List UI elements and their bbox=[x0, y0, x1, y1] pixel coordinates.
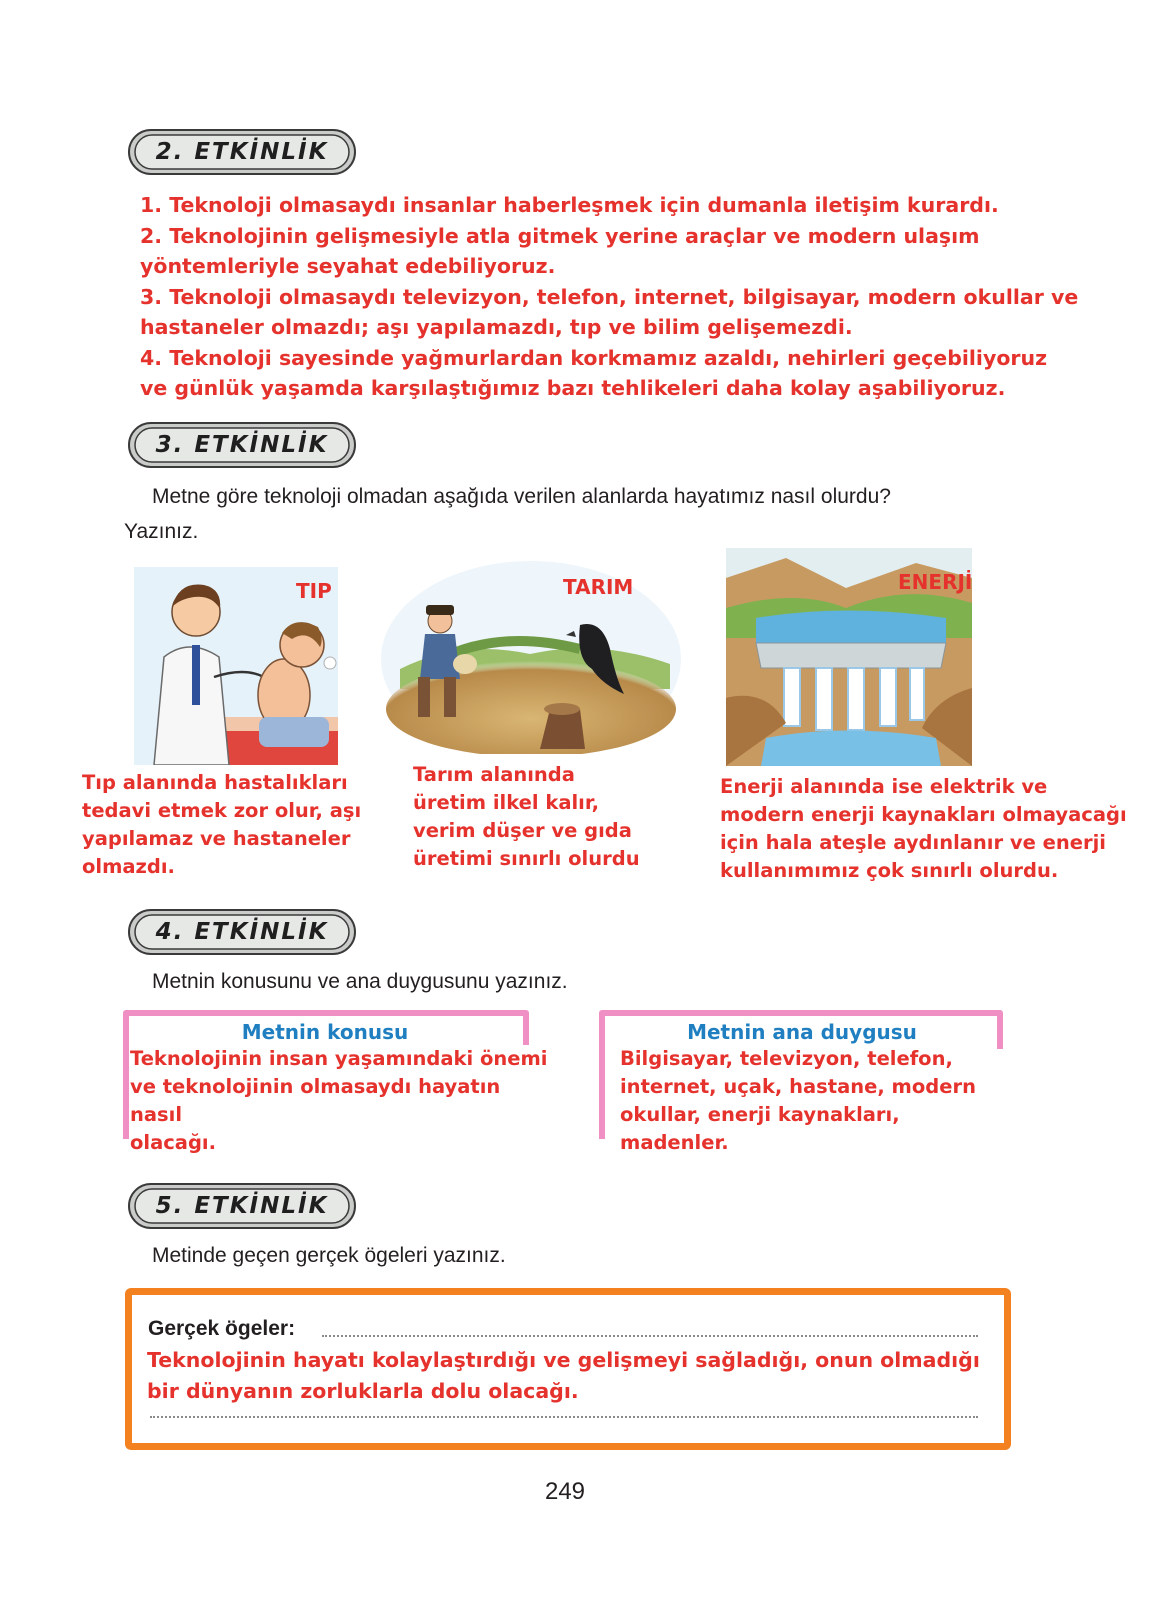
topic-box-text bbox=[130, 1045, 550, 1157]
facts-answer bbox=[147, 1345, 987, 1407]
answer-4: 4. Teknoloji sayesinde yağmurlardan korkmamız azaldı, nehirleri geçebiliyoruz ve günlük yaşamda karşılaştığımız bazı tehlikeleri daha kolay aşabiliyoruz. bbox=[140, 345, 1048, 400]
activity-5-badge bbox=[126, 1180, 358, 1232]
caption-line: Tarım alanında bbox=[413, 763, 575, 786]
image-medicine bbox=[134, 567, 338, 765]
caption-line: için hala ateşle aydınlanır ve enerji bbox=[720, 831, 1106, 854]
topic-line: ve teknolojinin olmasaydı hayatın nasıl bbox=[130, 1075, 501, 1126]
image-label-enerji: ENERJİ bbox=[898, 570, 972, 594]
caption-line: üretimi sınırlı olurdu bbox=[413, 847, 640, 870]
emotion-line: okullar, enerji kaynakları, madenler. bbox=[620, 1103, 900, 1154]
image-label-tip: TIP bbox=[296, 579, 332, 603]
activity-5-instruction: Metinde geçen gerçek ögeleri yazınız. bbox=[152, 1244, 506, 1267]
topic-line: Teknolojinin insan yaşamındaki önemi bbox=[130, 1047, 548, 1070]
facts-line: bir dünyanın zorluklarla dolu olacağı. bbox=[147, 1379, 579, 1403]
dotted-line bbox=[150, 1416, 978, 1418]
image-energy bbox=[726, 548, 972, 766]
answer-2: 2. Teknolojinin gelişmesiyle atla gitmek yerine araçlar ve modern ulaşım yöntemleriyle seyahat edebiliyoruz. bbox=[140, 223, 980, 278]
farmer-sowing-seeds-illustration-icon bbox=[380, 559, 682, 754]
caption-line: olmazdı. bbox=[82, 855, 175, 878]
emotion-line: Bilgisayar, televizyon, telefon, bbox=[620, 1047, 953, 1070]
activity-3-instruction-line2: Yazınız. bbox=[124, 520, 199, 543]
activity-3-badge bbox=[126, 419, 358, 471]
emotion-line: internet, uçak, hastane, modern bbox=[620, 1075, 976, 1098]
image-label-tarim: TARIM bbox=[563, 575, 634, 599]
facts-label: Gerçek ögeler: bbox=[148, 1317, 296, 1340]
caption-line: verim düşer ve gıda bbox=[413, 819, 632, 842]
caption-line: kullanımımız çok sınırlı olurdu. bbox=[720, 859, 1059, 882]
caption-agriculture bbox=[413, 761, 673, 873]
activity-3-instruction-line1: Metne göre teknoloji olmadan aşağıda verilen alanlarda hayatımız nasıl olurdu? bbox=[152, 485, 891, 508]
activity-2-title: 2. ETKİNLİK bbox=[155, 139, 329, 165]
activity-5-title: 5. ETKİNLİK bbox=[155, 1193, 329, 1219]
page-number: 249 bbox=[544, 1478, 586, 1505]
emotion-box-text bbox=[620, 1045, 1010, 1157]
facts-line: Teknolojinin hayatı kolaylaştırdığı ve gelişmeyi sağladığı, onun olmadığı bbox=[147, 1348, 980, 1372]
caption-medicine bbox=[82, 769, 372, 881]
topic-line: olacağı. bbox=[130, 1131, 217, 1154]
caption-line: modern enerji kaynakları olmayacağı bbox=[720, 803, 1127, 826]
caption-line: Tıp alanında hastalıkları bbox=[82, 771, 348, 794]
image-agriculture bbox=[380, 559, 682, 754]
answer-3: 3. Teknoloji olmasaydı televizyon, telefon, internet, bilgisayar, modern okullar ve hastaneler olmazdı; aşı yapılamazdı, tıp ve bilim gelişemezdi. bbox=[140, 284, 1079, 339]
caption-line: yapılamaz ve hastaneler bbox=[82, 827, 351, 850]
caption-line: Enerji alanında ise elektrik ve bbox=[720, 775, 1048, 798]
activity-4-badge bbox=[126, 906, 358, 958]
emotion-box-title: Metnin ana duygusu bbox=[687, 1020, 917, 1044]
caption-line: üretim ilkel kalır, bbox=[413, 791, 600, 814]
dotted-line bbox=[322, 1335, 978, 1337]
activity-2-answers bbox=[140, 190, 1140, 404]
topic-box-title: Metnin konusu bbox=[241, 1020, 409, 1044]
caption-line: tedavi etmek zor olur, aşı bbox=[82, 799, 362, 822]
activity-3-title: 3. ETKİNLİK bbox=[155, 432, 329, 458]
caption-energy bbox=[720, 773, 1140, 885]
activity-4-instruction: Metnin konusunu ve ana duygusunu yazınız. bbox=[152, 970, 568, 993]
activity-2-badge bbox=[126, 126, 358, 178]
answer-1: 1. Teknoloji olmasaydı insanlar haberleşmek için dumanla iletişim kurardı. bbox=[140, 193, 999, 217]
activity-4-title: 4. ETKİNLİK bbox=[155, 919, 329, 945]
